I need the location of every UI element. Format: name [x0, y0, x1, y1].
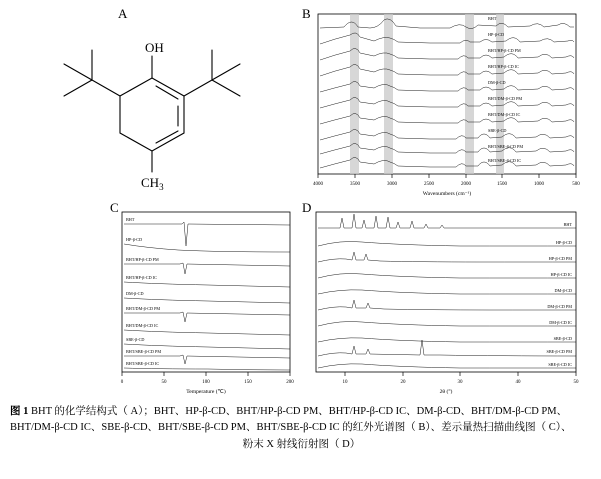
caption-line-3: 粉末 X 射线衍射图（ D） — [242, 438, 361, 450]
caption-label: 图 1 — [10, 406, 29, 417]
ftir-series-label: BHT/HP-β-CD IC — [488, 64, 519, 69]
x-tick-label: 50 — [573, 380, 579, 385]
caption-line-2: BHT/DM-β-CD IC、SBE-β-CD、BHT/SBE-β-CD PM、BHT/SBE-β-CD IC 的红外光谱图（ B）、差示量热扫描曲线图（ C）、 — [10, 422, 572, 434]
xrd-series-label: SBE-β-CD PM — [546, 349, 572, 354]
ftir-series-label: BHT/SBE-β-CD PM — [488, 144, 524, 149]
xrd-series-label: DM-β-CD PM — [547, 304, 572, 309]
ftir-series-label: DM-β-CD — [488, 80, 506, 85]
ftir-series-label: BHT/DM-β-CD IC — [488, 112, 521, 117]
x-tick-label: 10 — [342, 380, 348, 385]
panel-a-chemical-structure — [8, 6, 296, 196]
x-axis-label: Wavenumbers (cm⁻¹) — [422, 191, 472, 197]
xrd-series-label: HP-β-CD IC — [550, 272, 572, 277]
panel-b-letter: B — [302, 6, 311, 21]
x-tick-label: 2000 — [461, 182, 471, 187]
x-tick-label: 100 — [202, 380, 210, 385]
x-tick-label: 1500 — [497, 182, 507, 187]
caption-line-1: BHT 的化学结构式（ A）；BHT、HP-β-CD、BHT/HP-β-CD PM、BHT/HP-β-CD IC、DM-β-CD、BHT/DM-β-CD PM、 — [31, 406, 568, 417]
ftir-series-label: BHT — [488, 16, 497, 21]
panel-d-letter: D — [302, 200, 312, 215]
panel-c-letter: C — [110, 200, 119, 215]
dsc-series-label: BHT/SBE-β-CD IC — [126, 361, 160, 366]
oh-label: OH — [145, 40, 164, 55]
dsc-series-label: SBE-β-CD — [126, 337, 145, 342]
xrd-series-label: DM-β-CD — [554, 288, 572, 293]
ftir-series-label: BHT/SBE-β-CD IC — [488, 158, 522, 163]
ftir-chart-svg — [300, 6, 595, 198]
x-tick-label: 200 — [286, 380, 294, 385]
xrd-series-label: BHT — [563, 222, 572, 227]
xrd-series-label: DM-β-CD IC — [549, 320, 572, 325]
dsc-series-label: DM-β-CD — [126, 291, 144, 296]
ftir-series-label: BHT/DM-β-CD PM — [488, 96, 523, 101]
panel-c-dsc-curves — [108, 200, 298, 396]
xrd-series-label: HP-β-CD PM — [548, 256, 572, 261]
dsc-series-label: BHT/HP-β-CD IC — [126, 275, 157, 280]
dsc-series-label: BHT/DM-β-CD PM — [126, 306, 161, 311]
figure-caption — [10, 404, 593, 453]
ftir-series-label: BHT/HP-β-CD PM — [488, 48, 521, 53]
x-tick-label: 150 — [244, 380, 252, 385]
x-tick-label: 500 — [572, 182, 580, 187]
x-tick-label: 50 — [161, 380, 167, 385]
x-tick-label: 2500 — [424, 182, 434, 187]
xrd-chart-svg — [300, 200, 595, 396]
x-tick-label: 3500 — [350, 182, 360, 187]
x-axis-label: Temperature (℃) — [186, 389, 226, 395]
xrd-series-label: SBE-β-CD IC — [548, 362, 572, 367]
panel-d-xrd-patterns — [300, 200, 595, 396]
x-tick-label: 0 — [120, 380, 124, 385]
dsc-series-label: BHT/DM-β-CD IC — [126, 323, 159, 328]
panel-a-letter: A — [118, 6, 128, 21]
dsc-chart-svg — [108, 200, 298, 396]
dsc-series-label: HP-β-CD — [126, 237, 143, 242]
ftir-series-label: HP-β-CD — [488, 32, 505, 37]
dsc-series-label: BHT/HP-β-CD PM — [126, 257, 159, 262]
panel-b-ftir-spectra — [300, 6, 595, 198]
x-tick-label: 4000 — [313, 182, 323, 187]
ch3-label: $CH_3$ — [141, 175, 164, 192]
x-tick-label: 20 — [400, 380, 406, 385]
bht-structure-svg — [8, 6, 296, 196]
x-tick-label: 3000 — [387, 182, 397, 187]
dsc-series-label: BHT — [126, 217, 135, 222]
dsc-series-label: BHT/SBE-β-CD PM — [126, 349, 162, 354]
ftir-series-label: SBE-β-CD — [488, 128, 507, 133]
x-tick-label: 30 — [457, 380, 463, 385]
xrd-series-label: HP-β-CD — [555, 240, 572, 245]
x-tick-label: 40 — [515, 380, 521, 385]
x-tick-label: 1000 — [534, 182, 544, 187]
xrd-series-label: SBE-β-CD — [553, 336, 572, 341]
x-axis-label: 2θ (°) — [439, 389, 453, 395]
